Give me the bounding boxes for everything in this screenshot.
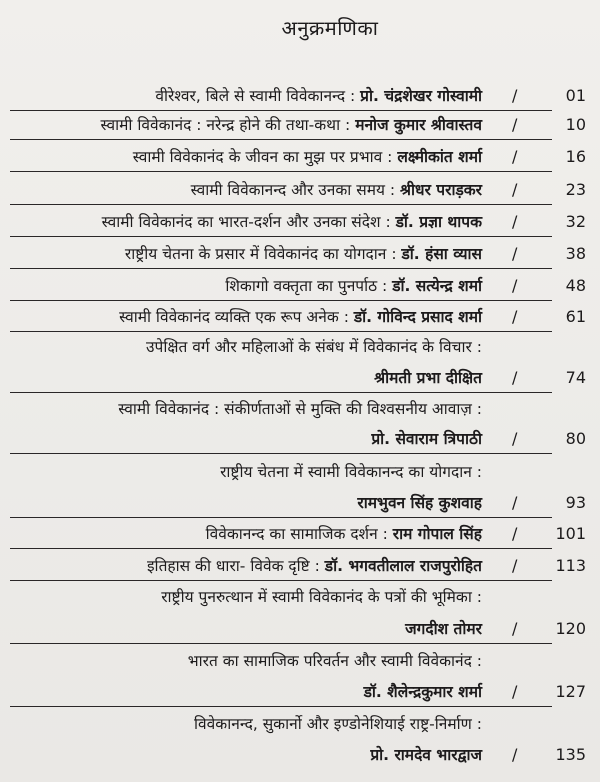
entry-title-text: राष्ट्रीय पुनरुत्थान में स्वामी विवेकानंद के पत्रों की भूमिका : (161, 588, 482, 606)
entry-page-number: 74 (565, 368, 586, 387)
entry-title (364, 678, 482, 706)
toc-entry (0, 272, 600, 300)
entry-page-number: 113 (555, 556, 586, 575)
entry-title-text: विवेकानन्द का सामाजिक दर्शन : (205, 525, 393, 543)
entry-author: डॉ. हंसा व्यास (401, 245, 482, 263)
entry-author: डॉ. सत्येन्द्र शर्मा (392, 277, 482, 295)
entry-title (206, 520, 482, 548)
entry-title (147, 552, 482, 580)
entry-page-number: 80 (565, 429, 586, 448)
toc-entry (0, 240, 600, 268)
entry-title-text: स्वामी विवेकानंद : संकीर्णताओं से मुक्ति की विश्वसनीय आवाज़ : (118, 400, 482, 418)
entry-author: डॉ. प्रज्ञा थापक (395, 213, 482, 231)
entry-title-text: शिकागो वक्तृता का पुनर्पाठ : (225, 277, 393, 295)
entry-separator: / (512, 556, 518, 575)
entry-page-number: 61 (565, 307, 586, 326)
entry-separator: / (512, 212, 518, 231)
entry-title (155, 82, 482, 110)
toc-entry (0, 143, 600, 171)
divider (10, 171, 552, 172)
entry-separator: / (512, 745, 518, 764)
divider (10, 548, 552, 549)
entry-title-text: स्वामी विवेकानन्द और उनका समय : (190, 181, 401, 199)
entry-title-text: स्वामी विवेकानंद व्यक्ति एक रूप अनेक : (119, 308, 354, 326)
toc-entry (0, 520, 600, 548)
entry-page-number: 93 (565, 493, 586, 512)
entry-separator: / (512, 147, 518, 166)
toc-entry (0, 425, 600, 453)
entry-page-number: 48 (565, 276, 586, 295)
entry-author: जगदीश तोमर (405, 620, 482, 638)
entry-separator: / (512, 429, 518, 448)
entry-page-number: 120 (555, 619, 586, 638)
entry-author: रामभुवन सिंह कुशवाह (357, 494, 482, 512)
entry-author: डॉ. भगवतीलाल राजपुरोहित (324, 557, 482, 575)
toc-entry (0, 208, 600, 236)
divider (10, 517, 552, 518)
entry-separator: / (512, 619, 518, 638)
divider (10, 643, 552, 644)
entry-separator: / (512, 682, 518, 701)
entry-title-text: वीरेश्वर, बिले से स्वामी विवेकानन्द : (155, 87, 361, 105)
entry-separator: / (512, 180, 518, 199)
entry-separator: / (512, 115, 518, 134)
entry-title-text: इतिहास की धारा- विवेक दृष्टि : (146, 557, 325, 575)
entry-title (133, 143, 482, 171)
toc-entry (0, 678, 600, 706)
toc-entry (0, 176, 600, 204)
toc-entry (0, 741, 600, 769)
entry-author: प्रो. सेवाराम त्रिपाठी (371, 430, 482, 448)
entry-page-number: 101 (555, 524, 586, 543)
entry-title (357, 489, 482, 517)
divider (10, 392, 552, 393)
entry-page-number: 16 (565, 147, 586, 166)
entry-author: डॉ. शैलेन्द्रकुमार शर्मा (363, 683, 482, 701)
entry-page-number: 127 (555, 682, 586, 701)
divider (10, 300, 552, 301)
entry-author: प्रो. रामदेव भारद्वाज (370, 746, 482, 764)
divider (10, 580, 552, 581)
entry-title (405, 615, 482, 643)
divider (10, 268, 552, 269)
divider (10, 236, 552, 237)
entry-title (119, 303, 482, 331)
entry-author: श्रीधर पराड़कर (400, 181, 482, 199)
entry-title-text: स्वामी विवेकानंद का भारत-दर्शन और उनका संदेश : (101, 213, 396, 231)
entry-separator: / (512, 493, 518, 512)
entry-separator: / (512, 276, 518, 295)
entry-page-number: 23 (565, 180, 586, 199)
entry-separator: / (512, 244, 518, 263)
divider (10, 706, 552, 707)
entry-page-number: 38 (565, 244, 586, 263)
toc-entry (0, 552, 600, 580)
entry-title (125, 240, 482, 268)
entry-page-number: 01 (565, 86, 586, 105)
entry-page-number: 10 (565, 115, 586, 134)
entry-title (371, 425, 482, 453)
entry-title-text: उपेक्षित वर्ग और महिलाओं के संबंध में विवेकानंद के विचार : (146, 338, 482, 356)
entry-title-text: विवेकानन्द, सुकार्नो और इण्डोनेशियाई राष्ट्र-निर्माण : (194, 715, 482, 733)
toc-entry (0, 111, 600, 139)
entry-title-text: राष्ट्रीय चेतना के प्रसार में विवेकानंद का योगदान : (124, 245, 402, 263)
entry-title (102, 208, 482, 236)
divider (10, 331, 552, 332)
entry-title-text: स्वामी विवेकानंद : नरेन्द्र होने की तथा-कथा : (100, 116, 356, 134)
entry-separator: / (512, 368, 518, 387)
entry-author: मनोज कुमार श्रीवास्तव (355, 116, 482, 134)
entry-title-text: स्वामी विवेकानंद के जीवन का मुझ पर प्रभाव : (132, 148, 398, 166)
entry-title (100, 111, 482, 139)
entry-author: श्रीमती प्रभा दीक्षित (374, 369, 482, 387)
entry-title-text: भारत का सामाजिक परिवर्तन और स्वामी विवेकानंद : (187, 652, 482, 670)
entry-title-text: राष्ट्रीय चेतना में स्वामी विवेकानन्द का योगदान : (220, 463, 482, 481)
entry-separator: / (512, 524, 518, 543)
divider (10, 204, 552, 205)
entry-page-number: 135 (555, 745, 586, 764)
entry-author: राम गोपाल सिंह (392, 525, 482, 543)
page-title: अनुक्रमणिका (281, 16, 379, 40)
toc-entry (0, 615, 600, 643)
toc-entry (0, 303, 600, 331)
divider (10, 139, 552, 140)
entry-author: डॉ. गोविन्द प्रसाद शर्मा (353, 308, 482, 326)
entry-author: प्रो. चंद्रशेखर गोस्वामी (360, 87, 482, 105)
toc-entry (0, 364, 600, 392)
entry-title (225, 272, 482, 300)
entry-separator: / (512, 307, 518, 326)
entry-author: लक्ष्मीकांत शर्मा (397, 148, 482, 166)
entry-title (191, 176, 482, 204)
entry-separator: / (512, 86, 518, 105)
entry-title (374, 364, 482, 392)
entry-page-number: 32 (565, 212, 586, 231)
divider (10, 453, 552, 454)
entry-title (370, 741, 482, 769)
toc-entry (0, 489, 600, 517)
toc-entry (0, 82, 600, 110)
